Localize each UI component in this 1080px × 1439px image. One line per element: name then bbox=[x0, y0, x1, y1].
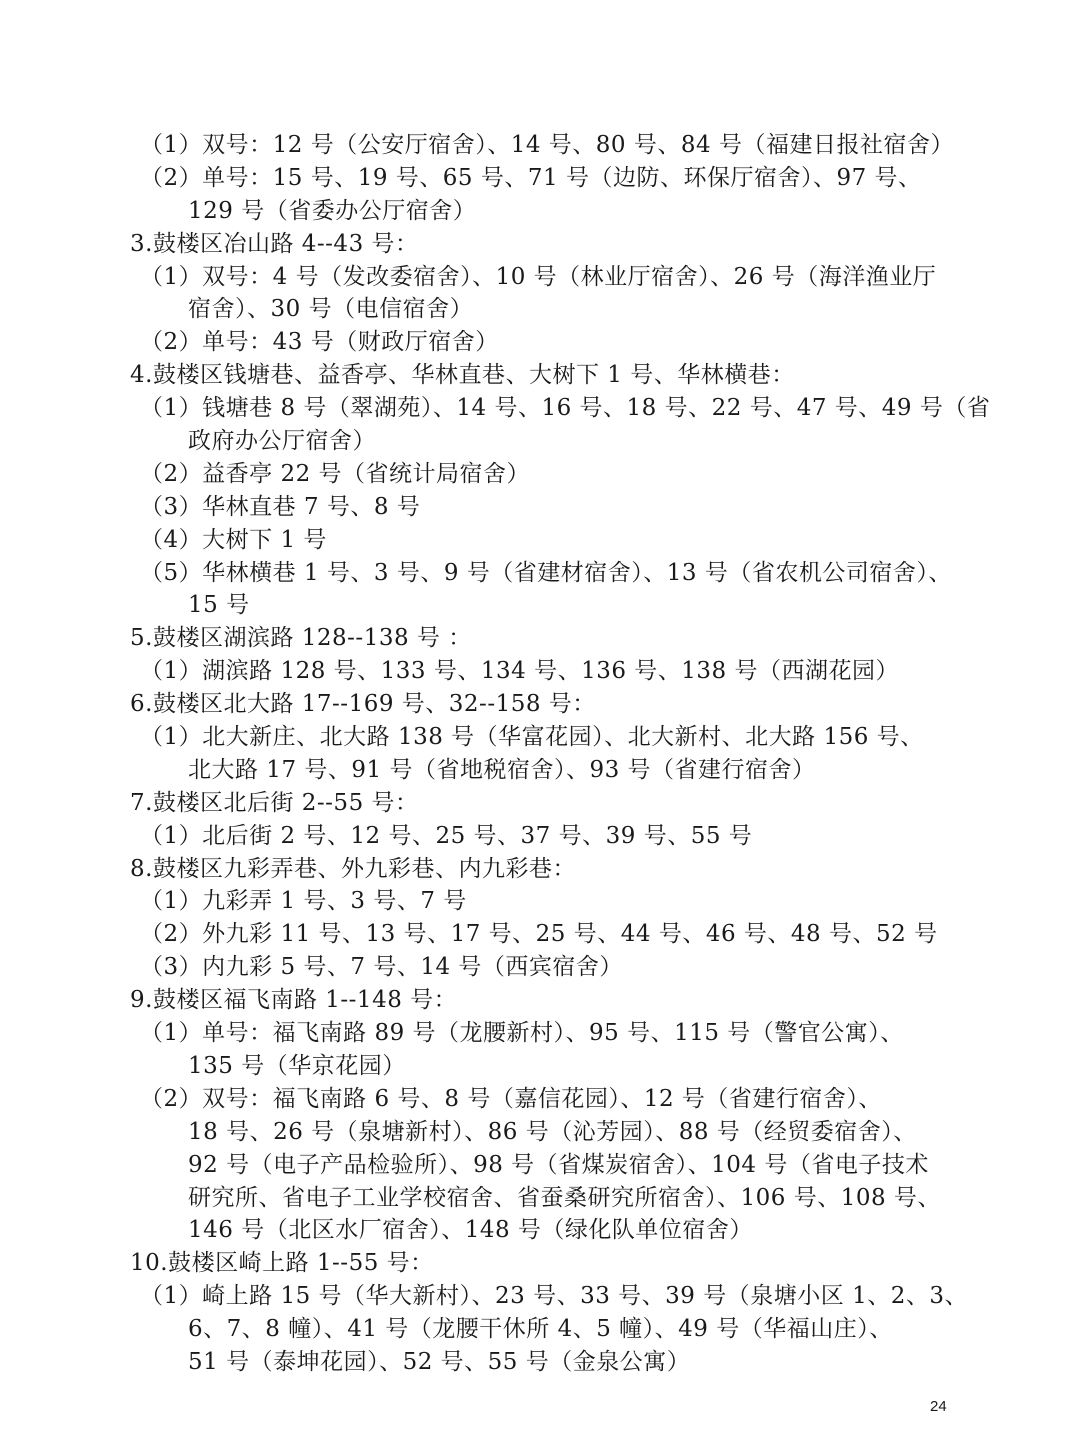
list-item: （1）北大新庄、北大路 138 号（华富花园）、北大新村、北大路 156 号、 bbox=[140, 724, 924, 751]
section-heading: 9.鼓楼区福飞南路 1--148 号： bbox=[130, 987, 458, 1014]
section-heading: 7.鼓楼区北后街 2--55 号： bbox=[130, 789, 419, 816]
list-item: （1）双号：4 号（发改委宿舍）、10 号（林业厅宿舍）、26 号（海洋渔业厅 bbox=[140, 263, 937, 290]
list-item-continuation: 6、7、8 幢）、41 号（龙腰干休所 4、5 幢）、49 号（华福山庄）、 bbox=[188, 1316, 893, 1343]
list-item-continuation: 18 号、26 号（泉塘新村）、86 号（沁芳园）、88 号（经贸委宿舍）、 bbox=[188, 1118, 917, 1145]
list-item-continuation: 146 号（北区水厂宿舍）、148 号（绿化队单位宿舍） bbox=[188, 1217, 753, 1244]
list-item-continuation: 129 号（省委办公厅宿舍） bbox=[188, 197, 477, 224]
list-item: （2）外九彩 11 号、13 号、17 号、25 号、44 号、46 号、48 号、52 号 bbox=[140, 921, 938, 948]
list-item: （4）大树下 1 号 bbox=[140, 526, 327, 553]
list-item-continuation: 51 号（泰坤花园）、52 号、55 号（金泉公寓） bbox=[188, 1348, 691, 1375]
list-item: （2）益香亭 22 号（省统计局宿舍） bbox=[140, 460, 531, 487]
section-heading: 6.鼓楼区北大路 17--169 号、32--158 号： bbox=[130, 691, 596, 718]
list-item-continuation: 研究所、省电子工业学校宿舍、省蚕桑研究所宿舍）、106 号、108 号、 bbox=[188, 1184, 941, 1211]
section-heading: 10.鼓楼区崎上路 1--55 号： bbox=[130, 1250, 434, 1277]
list-item: （1）北后街 2 号、12 号、25 号、37 号、39 号、55 号 bbox=[140, 822, 753, 849]
list-item: （1）九彩弄 1 号、3 号、7 号 bbox=[140, 888, 467, 915]
list-item-continuation: 15 号 bbox=[188, 592, 250, 619]
section-heading: 4.鼓楼区钱塘巷、益香亭、华林直巷、大树下 1 号、华林横巷： bbox=[130, 362, 795, 389]
list-item: （3）华林直巷 7 号、8 号 bbox=[140, 493, 421, 520]
section-heading: 8.鼓楼区九彩弄巷、外九彩巷、内九彩巷： bbox=[130, 855, 576, 882]
list-item: （1）单号：福飞南路 89 号（龙腰新村）、95 号、115 号（警官公寓）、 bbox=[140, 1020, 904, 1047]
list-item: （5）华林横巷 1 号、3 号、9 号（省建材宿舍）、13 号（省农机公司宿舍）、 bbox=[140, 559, 952, 586]
list-item: （2）单号：15 号、19 号、65 号、71 号（边防、环保厅宿舍）、97 号、 bbox=[140, 164, 922, 191]
list-item-continuation: 宿舍）、30 号（电信宿舍） bbox=[188, 296, 474, 323]
document-body bbox=[0, 129, 1080, 1379]
list-item-continuation: 92 号（电子产品检验所）、98 号（省煤炭宿舍）、104 号（省电子技术 bbox=[188, 1151, 929, 1178]
section-heading: 5.鼓楼区湖滨路 128--138 号 ： bbox=[130, 625, 472, 652]
list-item-continuation: 135 号（华京花园） bbox=[188, 1052, 406, 1079]
list-item: （3）内九彩 5 号、7 号、14 号（西宾宿舍） bbox=[140, 954, 623, 981]
list-item: （1）双号：12 号（公安厅宿舍）、14 号、80 号、84 号（福建日报社宿舍） bbox=[140, 132, 954, 158]
list-item: （2）双号：福飞南路 6 号、8 号（嘉信花园）、12 号（省建行宿舍）、 bbox=[140, 1085, 882, 1112]
list-item: （1）湖滨路 128 号、133 号、134 号、136 号、138 号（西湖花园） bbox=[140, 658, 899, 685]
list-item-continuation: 北大路 17 号、91 号（省地税宿舍）、93 号（省建行宿舍） bbox=[188, 756, 816, 783]
list-item-continuation: 政府办公厅宿舍） bbox=[188, 428, 376, 455]
list-item: （1）钱塘巷 8 号（翠湖苑）、14 号、16 号、18 号、22 号、47 号、49 号（省 bbox=[140, 395, 991, 422]
list-item: （1）崎上路 15 号（华大新村）、23 号、33 号、39 号（泉塘小区 1、2、3、 bbox=[140, 1283, 968, 1310]
list-item: （2）单号：43 号（财政厅宿舍） bbox=[140, 329, 499, 356]
page-number: 24 bbox=[930, 1398, 947, 1415]
section-heading: 3.鼓楼区冶山路 4--43 号： bbox=[130, 230, 419, 257]
